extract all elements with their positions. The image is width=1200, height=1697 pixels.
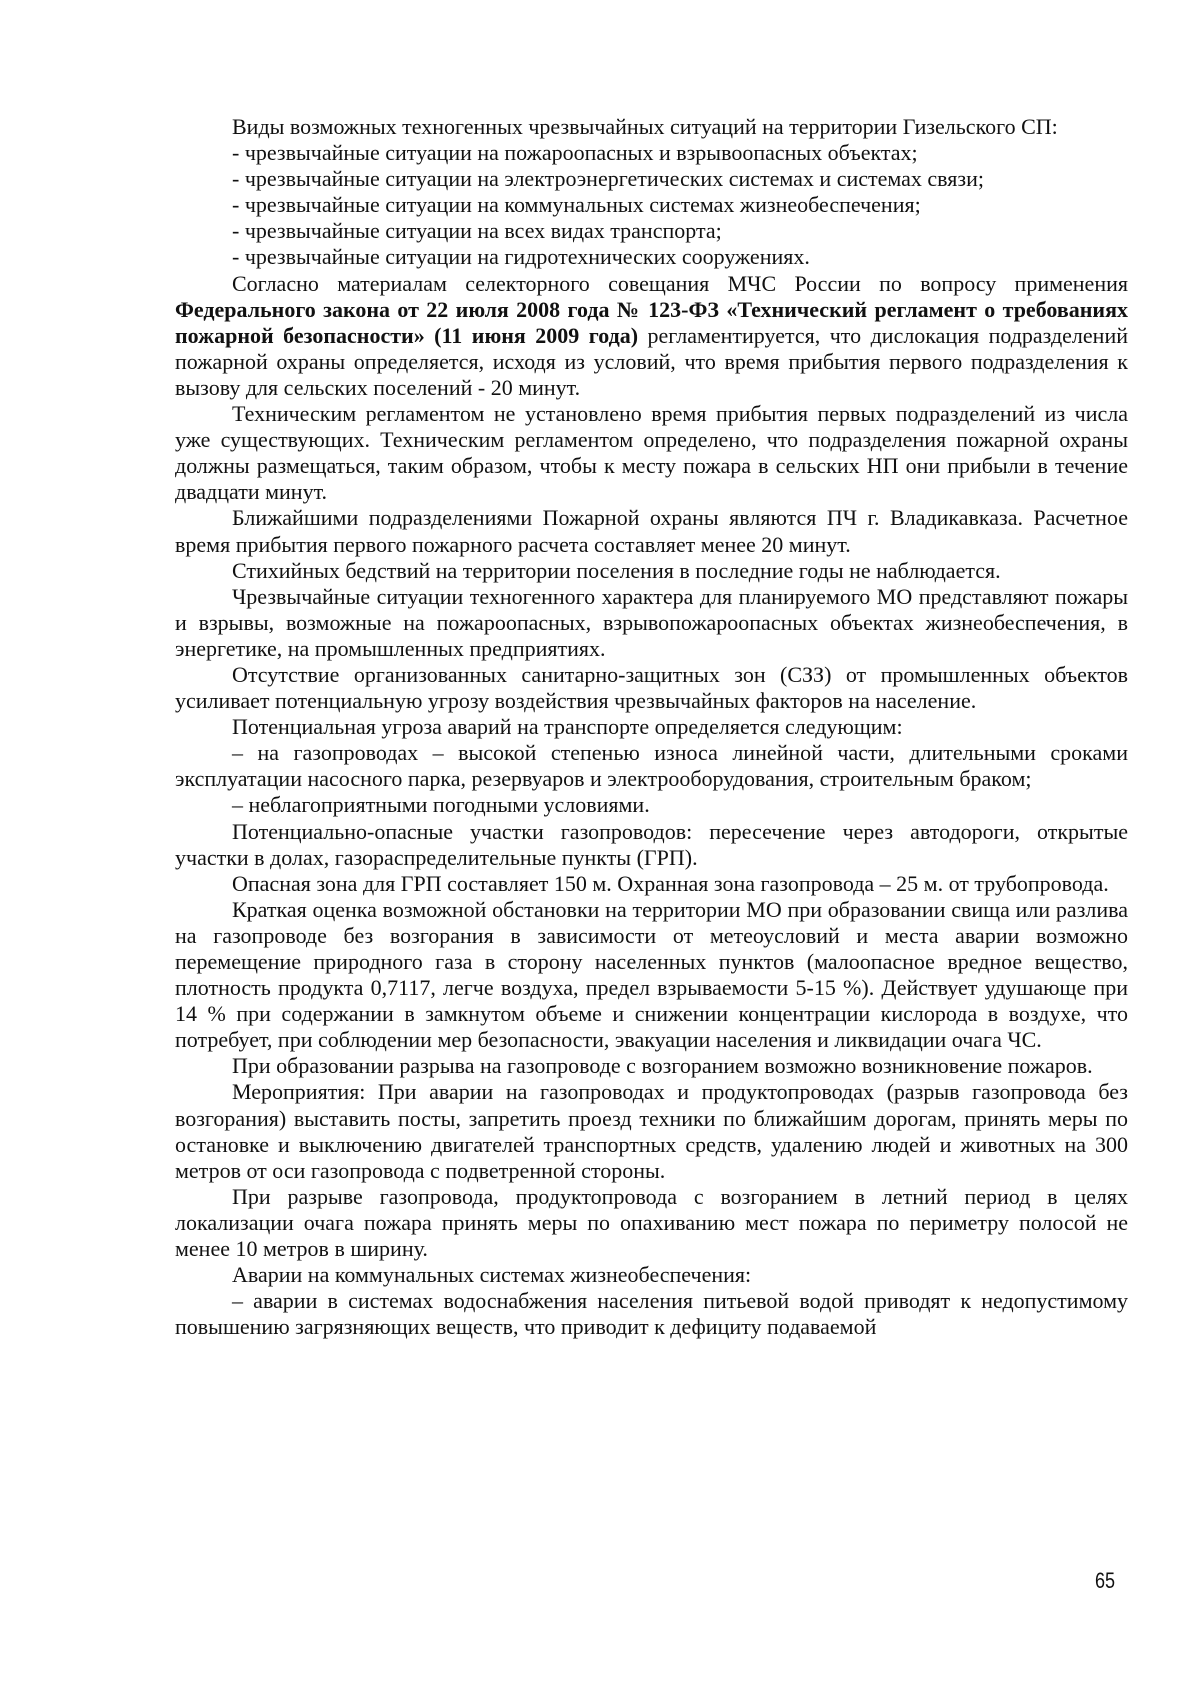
- list-item: - чрезвычайные ситуации на электроэнергетических системах и системах связи;: [232, 166, 984, 192]
- law-paragraph-start: Согласно материалам селекторного совещания МЧС России по вопросу применения: [232, 270, 1128, 296]
- page-number: 65: [1095, 1568, 1116, 1593]
- communal-paragraph: Аварии на коммунальных системах жизнеобеспечения:: [232, 1262, 752, 1288]
- assessment-paragraph: Краткая оценка возможной обстановки на территории МО при образовании свища или разлива на газопроводе без возгорания в зависимости от метеоусловий и места аварии возможно перемещение природного газа в сторону населенных пунктов (малоопасное вредное вещество, плотность продукта 0,7117, легче воздуха, предел взрываемости 5-15 %). Действует удушающе при 14 % при содержании в замкнутом объеме и снижении концентрации кислорода в воздухе, что потребует, при соблюдении мер безопасности, эвакуации населения и ликвидации очага ЧС.: [175, 896, 1128, 1053]
- list-item: - чрезвычайные ситуации на коммунальных системах жизнеобеспечения;: [232, 192, 921, 218]
- transport-paragraph: Потенциальная угроза аварий на транспорте определяется следующим:: [232, 714, 903, 740]
- summer-rupture-paragraph: При разрыве газопровода, продуктопровода с возгоранием в летний период в целях локализации очага пожара принять меры по опахиванию мест пожара по периметру полосой не менее 10 метров в ширину.: [175, 1183, 1128, 1262]
- rupture-paragraph: При образовании разрыва на газопроводе с возгоранием возможно возникновение пожаров.: [232, 1053, 1093, 1079]
- law-paragraph: [175, 271, 1128, 401]
- weather-paragraph: – неблагоприятными погодными условиями.: [232, 792, 650, 818]
- technogenic-paragraph: Чрезвычайные ситуации техногенного характера для планируемого МО представляют пожары и взрывы, возможные на пожароопасных, взрывопожароопасных объектах жизнеобеспечения, в энергетике, на промышленных предприятиях.: [175, 583, 1128, 661]
- nearest-units-paragraph: Ближайшими подразделениями Пожарной охраны являются ПЧ г. Владикавказа. Расчетное время прибытия первого пожарного расчета составляет менее 20 минут.: [175, 505, 1128, 557]
- list-item: - чрезвычайные ситуации на всех видах транспорта;: [232, 218, 722, 244]
- document-page: [175, 114, 1128, 1340]
- regulation-paragraph: Техническим регламентом не установлено время прибытия первых подразделений из числа уже существующих. Техническим регламентом определено, что подразделения пожарной охраны должны размещаться, таким образом, чтобы к месту пожара в сельских НП они прибыли в течение двадцати минут.: [175, 401, 1128, 505]
- law-title-bold: Федерального закона от 22 июля 2008 года № 123-ФЗ «Технический регламент о требованиях пожарной безопасности» (11 июня 2009 года): [175, 296, 1128, 348]
- measures-paragraph: Мероприятия: При аварии на газопроводах и продуктопроводах (разрыв газопровода без возгорания) выставить посты, запретить проезд техники по ближайшим дорогам, принять меры по остановке и выключению двигателей транспортных средств, удалению людей и животных на 300 метров от оси газопровода с подветренной стороны.: [175, 1079, 1128, 1183]
- szz-paragraph: Отсутствие организованных санитарно-защитных зон (СЗЗ) от промышленных объектов усиливает потенциальную угрозу воздействия чрезвычайных факторов на население.: [175, 661, 1128, 714]
- danger-zone-paragraph: Опасная зона для ГРП составляет 150 м. Охранная зона газопровода – 25 м. от трубопровода.: [232, 870, 1109, 896]
- natural-disasters-paragraph: Стихийных бедствий на территории поселения в последние годы не наблюдается.: [232, 557, 1001, 583]
- list-item: - чрезвычайные ситуации на гидротехнических сооружениях.: [232, 244, 810, 270]
- gas-line-paragraph: – на газопроводах – высокой степенью износа линейной части, длительными сроками эксплуатации насосного парка, резервуаров и электрооборудования, строительным браком;: [175, 740, 1128, 792]
- law-paragraph-end: регламентируется, что дислокация подразделений пожарной охраны определяется, исходя из условий, что время прибытия первого подразделения к вызову для сельских поселений - 20 минут.: [175, 322, 1128, 400]
- danger-sections-paragraph: Потенциально-опасные участки газопроводов: пересечение через автодороги, открытые участки в долах, газораспределительные пункты (ГРП).: [175, 818, 1128, 870]
- water-supply-paragraph: – аварии в системах водоснабжения населения питьевой водой приводят к недопустимому повышению загрязняющих веществ, что приводит к дефициту подаваемой: [175, 1288, 1128, 1340]
- list-item: - чрезвычайные ситуации на пожароопасных и взрывоопасных объектах;: [232, 140, 918, 166]
- intro-paragraph: Виды возможных техногенных чрезвычайных ситуаций на территории Гизельского СП:: [232, 114, 1058, 139]
